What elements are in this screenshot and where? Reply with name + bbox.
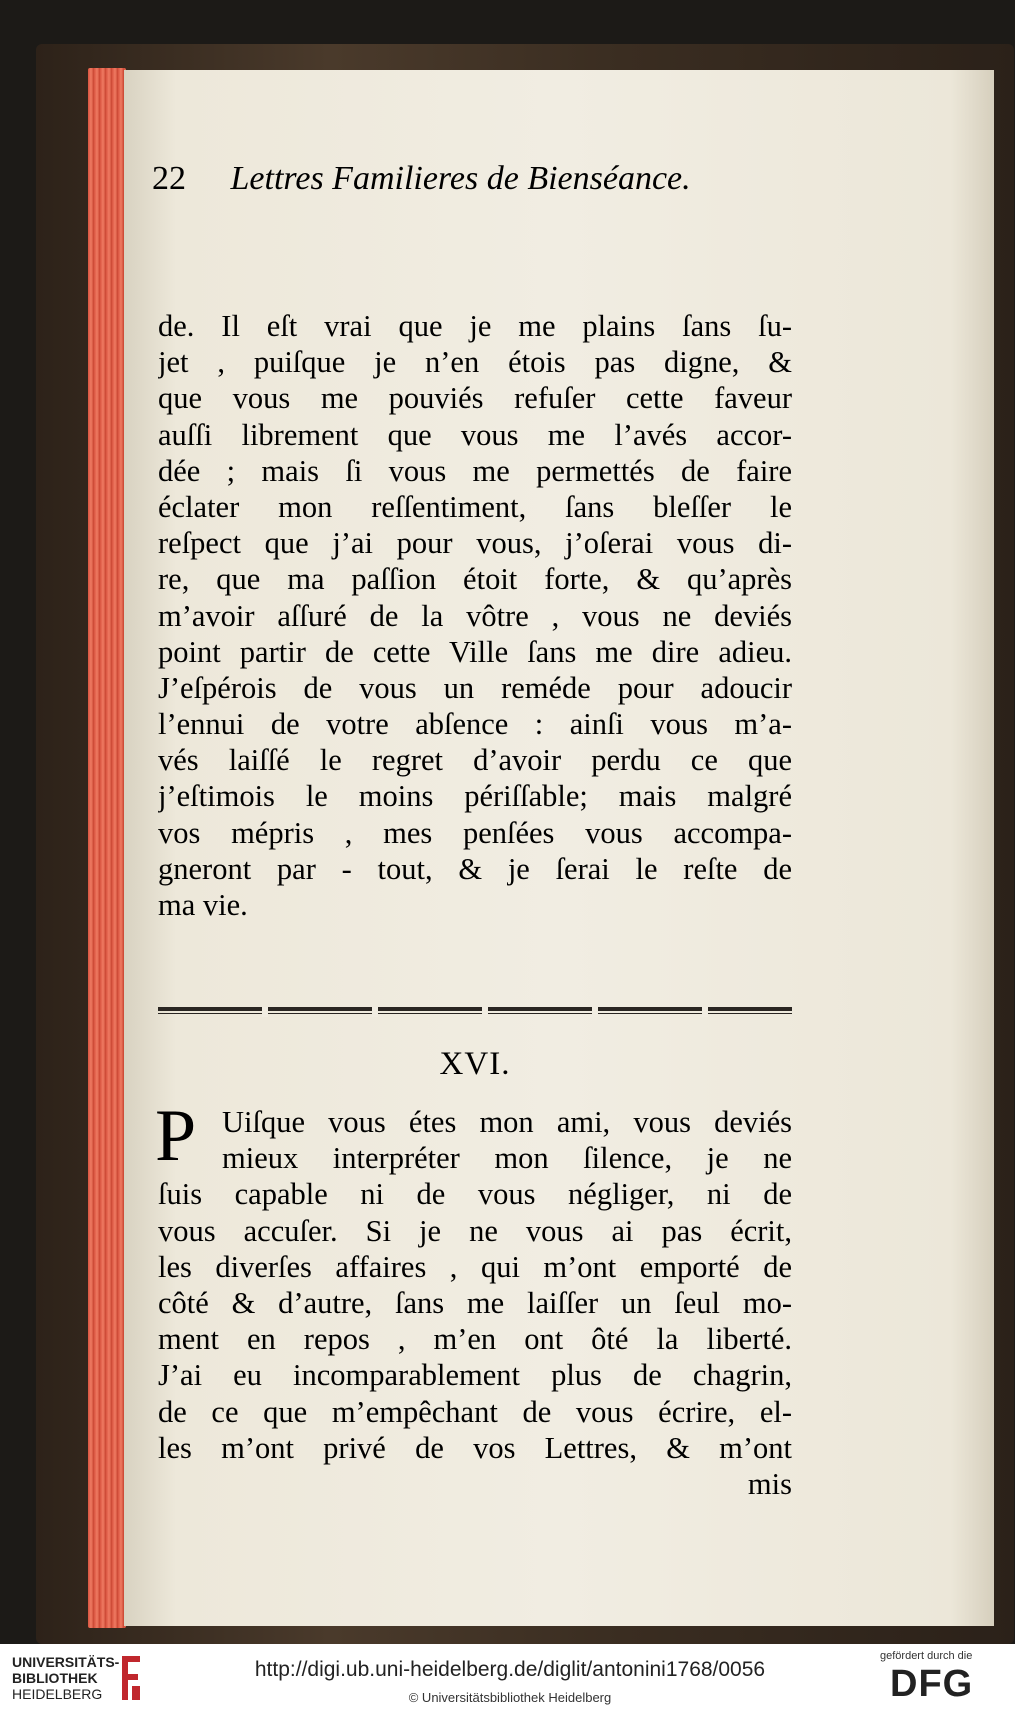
text-line: les m’ont privé de vos Lettres, & m’ont — [158, 1430, 792, 1465]
text-line: J’eſpérois de vous un reméde pour adoucir — [158, 670, 792, 705]
text-line: Uiſque vous étes mon ami, vous deviés — [222, 1105, 792, 1139]
letter-xv-body — [158, 308, 792, 923]
permalink-url[interactable]: http://digi.ub.uni-heidelberg.de/diglit/antonini1768/0056 — [254, 1658, 766, 1681]
text-line: l’ennui de votre abſence : ainſi vous m’a- — [158, 707, 792, 742]
catchword: mis — [747, 1466, 792, 1501]
letter-xvi-body — [158, 1104, 792, 1502]
text-line: reſpect que j’ai pour vous, j’oſerai vous di- — [158, 526, 792, 561]
viewer-footer — [0, 1644, 1015, 1714]
text-line: j’eſtimois le moins périſſable; mais malgré — [158, 779, 792, 814]
copyright-notice: © Universitätsbibliothek Heidelberg — [408, 1690, 612, 1705]
text-line: point partir de cette Ville ſans me dire adieu. — [158, 634, 792, 669]
text-line: ſuis capable ni de vous négliger, ni de — [158, 1177, 792, 1212]
text-line: vés laiſſé le regret d’avoir perdu ce que — [158, 743, 792, 778]
text-line: ment en repos , m’en ont ôté la liberté. — [158, 1322, 792, 1357]
text-line: côté & d’autre, ſans me laiſſer un ſeul mo- — [158, 1285, 792, 1320]
text-line: les diverſes affaires , qui m’ont emporté de — [158, 1249, 792, 1284]
running-title: Lettres Familieres de Bienséance. — [230, 160, 691, 197]
text-line: jet , puiſque je n’en étois pas digne, & — [158, 345, 792, 380]
text-line: vous accuſer. Si je ne vous ai pas écrit, — [158, 1213, 792, 1248]
library-name-line2: BIBLIOTHEK — [12, 1670, 98, 1686]
section-title: XVI. — [439, 1046, 511, 1082]
dfg-logo[interactable]: DFG — [890, 1663, 974, 1705]
text-line: vos mépris , mes penſées vous accompa- — [158, 815, 792, 850]
section-divider — [158, 1007, 792, 1014]
page-number: 22 — [152, 160, 186, 197]
library-emblem-icon — [118, 1652, 144, 1704]
library-name-line3: HEIDELBERG — [12, 1686, 103, 1702]
text-line: éclater mon reſſentiment, ſans bleſſer le — [158, 489, 792, 524]
text-line: ma vie. — [158, 888, 248, 922]
text-line: gneront par - tout, & je ſerai le reſte de — [158, 851, 792, 886]
text-line: J’ai eu incomparablement plus de chagrin, — [158, 1358, 792, 1393]
drop-cap: P — [155, 1095, 197, 1177]
text-line: de ce que m’empêchant de vous écrire, el- — [158, 1394, 792, 1429]
text-line: de. Il eſt vrai que je me plains ſans ſu- — [158, 309, 792, 343]
text-line: que vous me pouviés refuſer cette faveur — [158, 381, 792, 416]
text-line: re, que ma paſſion étoit forte, & qu’après — [158, 562, 792, 597]
funding-label: gefördert durch die — [880, 1650, 973, 1662]
text-line: mieux interpréter mon ſilence, je ne — [222, 1141, 792, 1176]
page-edges — [88, 68, 126, 1628]
library-logo[interactable] — [12, 1654, 119, 1702]
running-header — [152, 160, 722, 198]
library-name-line1: UNIVERSITÄTS- — [12, 1654, 120, 1670]
text-line: dée ; mais ſi vous me permettés de faire — [158, 453, 792, 488]
text-line: auſſi librement que vous me l’avés accor- — [158, 417, 792, 452]
text-line: m’avoir aſſuré de la vôtre , vous ne deviés — [158, 598, 792, 633]
